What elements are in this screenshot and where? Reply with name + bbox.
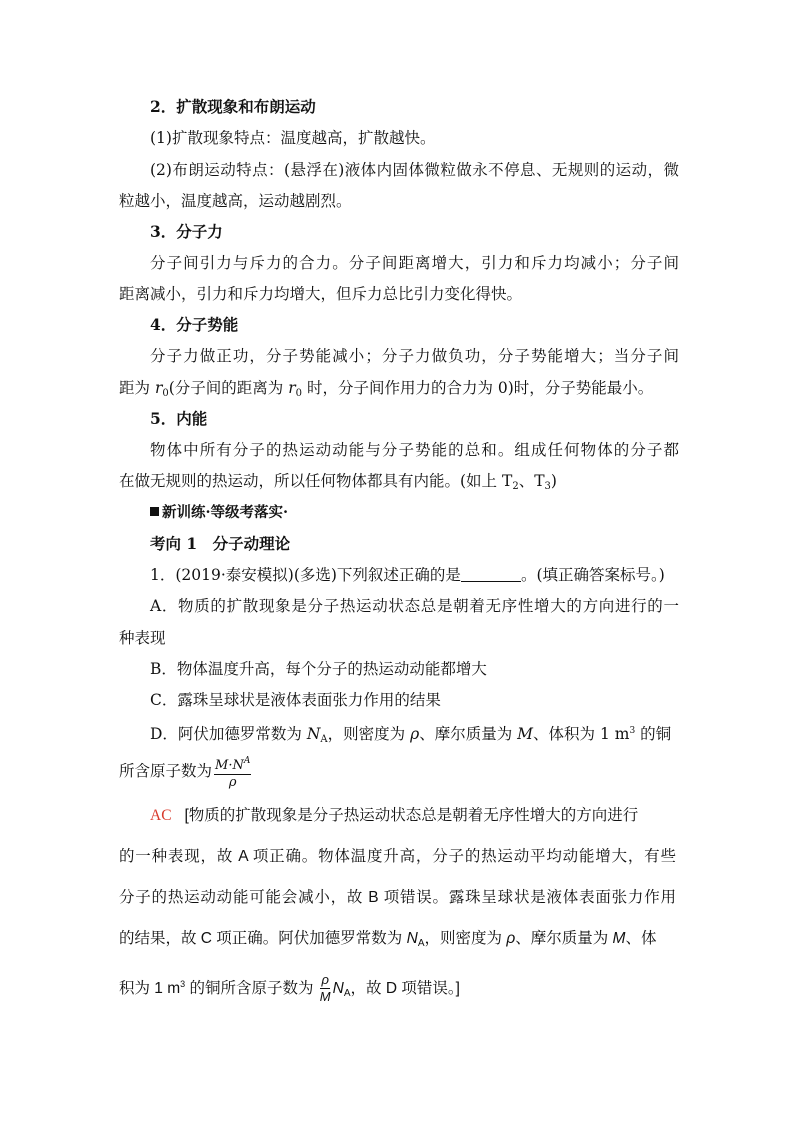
text-span: 1．(2019·泰安模拟)(多选)下列叙述正确的是 [150, 566, 461, 584]
text-span: 在做无规则的热运动，所以任何物体都具有内能。(如上 T [119, 472, 513, 490]
text-span: 、摩尔质量为 [419, 725, 518, 743]
section-5-title: 5．内能 [150, 409, 208, 428]
fraction [214, 753, 251, 791]
n-symbol: N [332, 980, 344, 997]
fraction-numerator [214, 753, 251, 775]
text-span: [物质的扩散现象是分子热运动状态总是朝着无序性增大的方向进行 [184, 807, 639, 824]
answer-line-4 [119, 928, 679, 955]
superscript: 3 [180, 979, 186, 989]
text-span: ，则密度为 [327, 725, 411, 743]
rho-symbol: ρ [506, 930, 516, 947]
section-3-line-1: 分子间引力与斥力的合力。分子间距离增大，引力和斥力均减小；分子间 [150, 254, 679, 272]
text-span: 积为 1 m [119, 980, 181, 997]
text-span: 时，分子间作用力的合力为 0)时，分子势能最小。 [302, 379, 654, 397]
option-d-line-1 [150, 720, 710, 751]
superscript: 3 [629, 726, 636, 736]
text-span: 、体积为 1 m [533, 725, 630, 743]
answer-line-2: 的一种表现，故 A 项正确。物体温度升高，分子的热运动平均动能增大，有些 [119, 848, 676, 865]
n-symbol: N [306, 725, 321, 743]
section-5-line-1: 物体中所有分子的热运动动能与分子势能的总和。组成任何物体的分子都 [150, 441, 679, 459]
r-symbol: r [154, 379, 163, 397]
n-symbol: N [406, 930, 418, 947]
text-span: 所含原子数为 [119, 762, 213, 780]
text-span: 距为 [119, 379, 155, 397]
rho-symbol: ρ [410, 725, 420, 743]
fraction-denominator: ρ [228, 775, 237, 790]
option-d-line-2 [119, 753, 679, 791]
text-span: 的结果，故 C 项正确。阿伏加德罗常数为 [119, 930, 407, 947]
m-symbol: M [612, 930, 626, 947]
section-5-line-2 [119, 470, 679, 498]
text-span: 的铜所含原子数为 [185, 980, 318, 997]
subscript: 2 [512, 481, 519, 492]
numerator-text: M·N [215, 758, 244, 773]
training-heading-text: 新训练·等级考落实· [162, 504, 289, 521]
fraction-numerator: ρ [321, 972, 329, 988]
m-symbol: M [517, 725, 534, 743]
text-span: 、摩尔质量为 [515, 930, 613, 947]
subscript: 3 [544, 481, 551, 492]
section-2-point-2-line-2: 粒越小，温度越高，运动越剧烈。 [119, 192, 352, 210]
text-span: ) [550, 472, 557, 490]
section-3-title: 3．分子力 [150, 222, 223, 241]
answer-blank [461, 567, 521, 582]
topic-heading: 考向 1 分子动理论 [150, 534, 291, 553]
text-span: 。(填正确答案标号。) [520, 566, 665, 584]
section-3-line-2: 距离减小，引力和斥力均增大，但斥力总比引力变化得快。 [119, 285, 523, 303]
option-a-line-1: A．物质的扩散现象是分子热运动状态总是朝着无序性增大的方向进行的一 [150, 597, 679, 615]
subscript: 0 [162, 388, 169, 399]
r-symbol: r [288, 379, 296, 397]
option-c: C．露珠呈球状是液体表面张力作用的结果 [150, 691, 441, 709]
section-4-line-1: 分子力做正功，分子势能减小；分子力做负功，分子势能增大；当分子间 [150, 347, 679, 365]
superscript: A [243, 756, 251, 766]
subscript: A [417, 938, 425, 949]
answer-line-1 [150, 805, 710, 827]
section-4-title: 4．分子势能 [150, 315, 239, 334]
subscript: A [343, 988, 351, 999]
text-span: D．阿伏加德罗常数为 [150, 725, 307, 743]
subscript: 0 [295, 388, 303, 399]
text-span: 、体 [625, 930, 657, 947]
question-1-stem [150, 564, 710, 586]
option-b: B．物体温度升高，每个分子的热运动动能都增大 [150, 660, 487, 678]
text-span: 、T [518, 472, 545, 490]
text-span: (分子间的距离为 [168, 379, 289, 397]
fraction-denominator: M [319, 989, 331, 1005]
square-bullet-icon [150, 507, 159, 516]
section-2-point-2-line-1: (2)布朗运动特点：(悬浮在)液体内固体微粒做永不停息、无规则的运动，微 [150, 161, 679, 179]
text-span: 的铜 [635, 725, 672, 743]
fraction [320, 972, 331, 1005]
answer-line-3: 分子的热运动动能可能会减小，故 B 项错误。露珠呈球状是液体表面张力作用 [119, 889, 676, 906]
text-span: ，则密度为 [424, 930, 507, 947]
section-2-point-1: (1)扩散现象特点：温度越高，扩散越快。 [150, 129, 436, 147]
section-2-title: 2．扩散现象和布朗运动 [150, 97, 316, 116]
section-4-line-2 [119, 377, 679, 405]
answer-line-5 [119, 964, 679, 1014]
subscript: A [320, 734, 328, 745]
training-heading [150, 502, 710, 524]
option-a-line-2: 种表现 [119, 629, 166, 647]
text-span: ，故 D 项错误。] [350, 980, 460, 997]
answer-label: AC [150, 807, 172, 824]
